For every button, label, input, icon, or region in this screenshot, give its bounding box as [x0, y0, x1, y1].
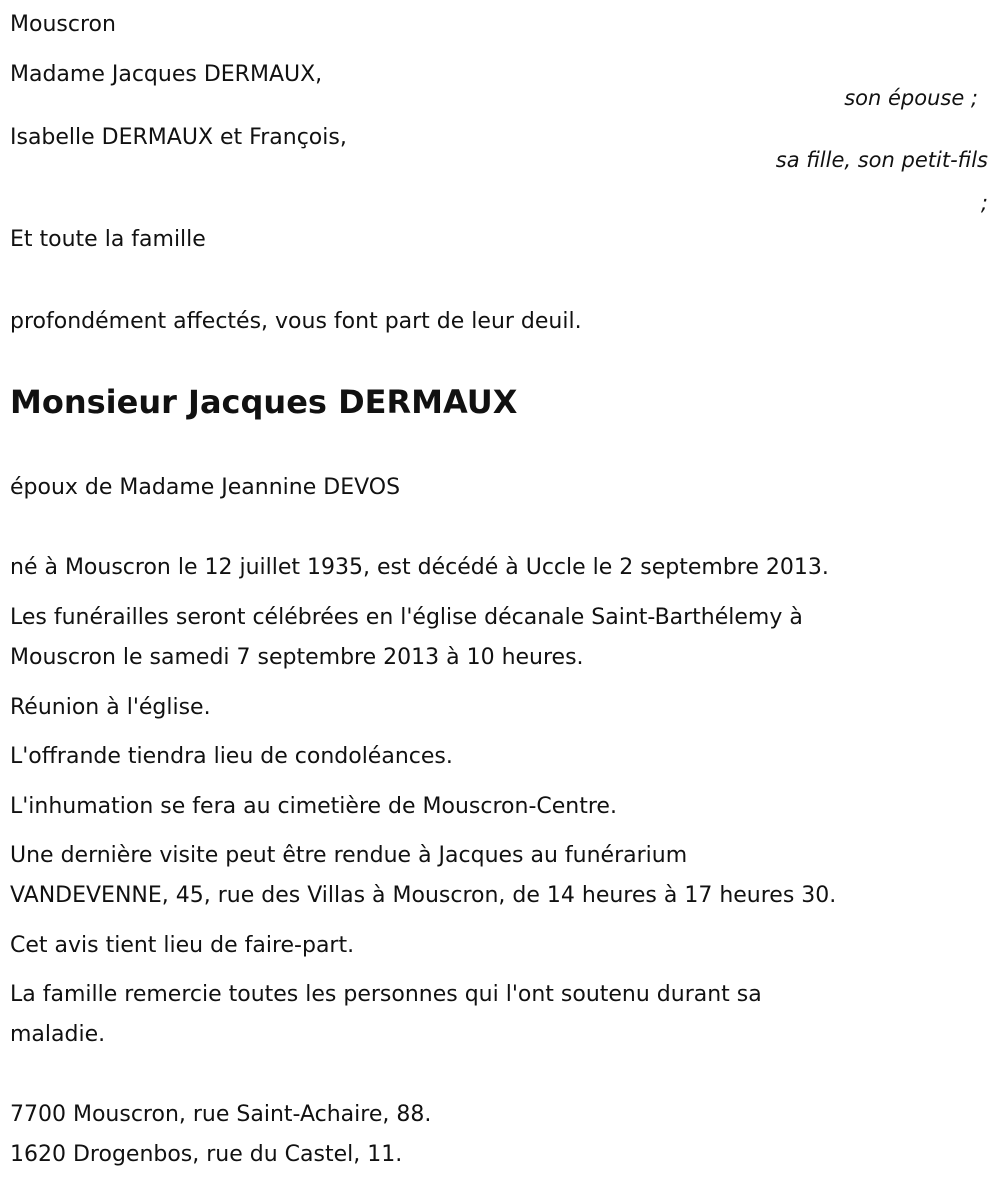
all-family: Et toute la famille: [10, 227, 206, 252]
birth-death: né à Mouscron le 12 juillet 1935, est décédé à Uccle le 2 septembre 2013.: [10, 555, 829, 580]
spouse: époux de Madame Jeannine DEVOS: [10, 475, 401, 500]
announcement: profondément affectés, vous font part de leur deuil.: [10, 309, 582, 334]
visit-line: Une dernière visite peut être rendue à Jacques au funérarium: [10, 843, 688, 868]
notice: Cet avis tient lieu de faire-part.: [10, 933, 355, 958]
thanks-line: maladie.: [10, 1022, 106, 1047]
city: Mouscron: [10, 12, 116, 37]
family-member-name: Madame Jacques DERMAUX,: [10, 62, 323, 87]
funeral-line: Les funérailles seront célébrées en l'église décanale Saint-Barthélemy à: [10, 605, 803, 630]
meeting: Réunion à l'église.: [10, 695, 211, 720]
family-member-name: Isabelle DERMAUX et François,: [10, 125, 347, 150]
address: 7700 Mouscron, rue Saint-Achaire, 88.: [10, 1102, 432, 1127]
family-member-relation-end: ;: [980, 191, 988, 215]
burial: L'inhumation se fera au cimetière de Mouscron-Centre.: [10, 794, 617, 819]
visit-line: VANDEVENNE, 45, rue des Villas à Mouscron, de 14 heures à 17 heures 30.: [10, 883, 837, 908]
funeral-line: Mouscron le samedi 7 septembre 2013 à 10 heures.: [10, 645, 584, 670]
thanks-line: La famille remercie toutes les personnes qui l'ont soutenu durant sa: [10, 982, 762, 1007]
deceased-name: Monsieur Jacques DERMAUX: [10, 383, 518, 421]
address: 1620 Drogenbos, rue du Castel, 11.: [10, 1142, 403, 1167]
offering: L'offrande tiendra lieu de condoléances.: [10, 744, 453, 769]
family-member-relation: son épouse ;: [844, 86, 978, 110]
family-member-relation: sa fille, son petit-fils: [775, 148, 988, 172]
